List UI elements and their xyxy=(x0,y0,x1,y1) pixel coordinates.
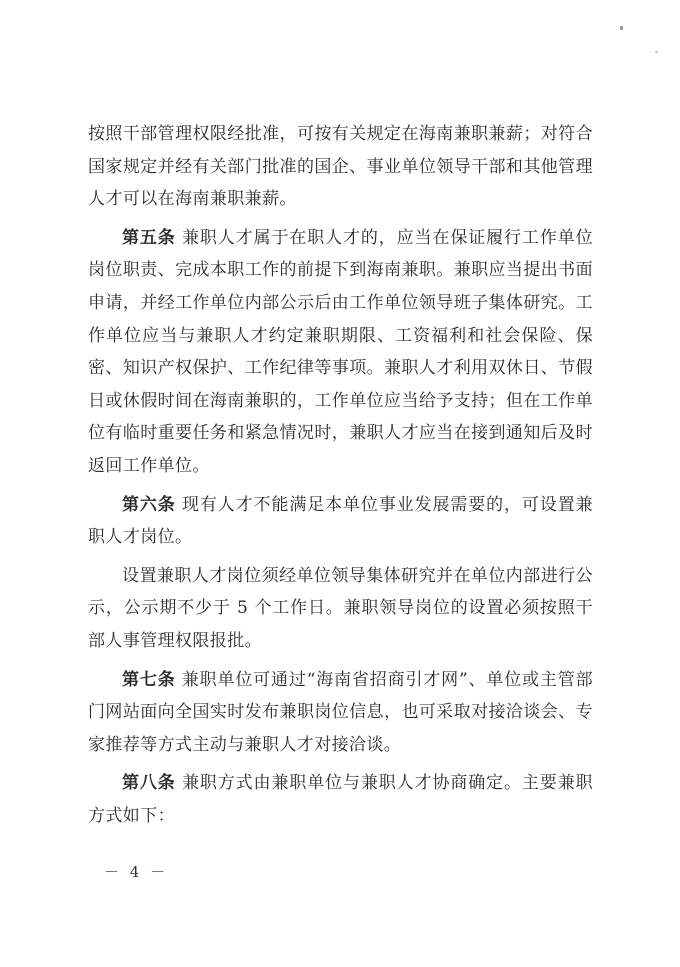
article-heading: 第八条 xyxy=(122,773,176,794)
paragraph-continuation xyxy=(88,118,593,216)
article-heading: 第七条 xyxy=(122,669,176,690)
paragraph-text: 按照干部管理权限经批准，可按有关规定在海南兼职兼薪；对符合国家规定并经有关部门批准的国企、事业单位领导干部和其他管理人才可以在海南兼职兼薪。 xyxy=(88,124,593,210)
paragraph-article-5 xyxy=(88,222,593,483)
paragraph-text: 设置兼职人才岗位须经单位领导集体研究并在单位内部进行公示，公示期不少于 5 个工作日。兼职领导岗位的设置必须按照干部人事管理权限报批。 xyxy=(88,565,593,651)
paragraph-text: 兼职人才属于在职人才的，应当在保证履行工作单位岗位职责、完成本职工作的前提下到海南兼职。兼职应当提出书面申请，并经工作单位内部公示后由工作单位领导班子集体研究。工作单位应当与兼职人才约定兼职期限、工资福利和社会保险、保密、知识产权保护、工作纪律等事项。兼职人才利用双休日、节假日或休假时间在海南兼职的，工作单位应当给予支持；但在工作单位有临时重要任务和紧急情况时，兼职人才应当在接到通知后及时返回工作单位。 xyxy=(88,227,593,476)
paragraph-article-6 xyxy=(88,489,593,554)
paragraph-text: 兼职单位可通过“海南省招商引才网”、单位或主管部门网站面向全国实时发布兼职岗位信息，也可采取对接洽谈会、专家推荐等方式主动与兼职人才对接洽谈。 xyxy=(88,669,593,755)
page-number: － 4 － xyxy=(104,863,169,881)
article-heading: 第六条 xyxy=(122,494,176,515)
paragraph-text: 兼职方式由兼职单位与兼职人才协商确定。主要兼职方式如下： xyxy=(88,773,593,826)
paragraph-article-8 xyxy=(88,767,593,832)
scan-speck xyxy=(620,26,623,30)
article-heading: 第五条 xyxy=(122,227,176,248)
paragraph-article-7 xyxy=(88,664,593,762)
scan-speck xyxy=(655,51,658,53)
document-body xyxy=(88,118,593,832)
paragraph-text: 现有人才不能满足本单位事业发展需要的，可设置兼职人才岗位。 xyxy=(88,494,593,548)
paragraph-article-6-detail xyxy=(88,560,593,658)
